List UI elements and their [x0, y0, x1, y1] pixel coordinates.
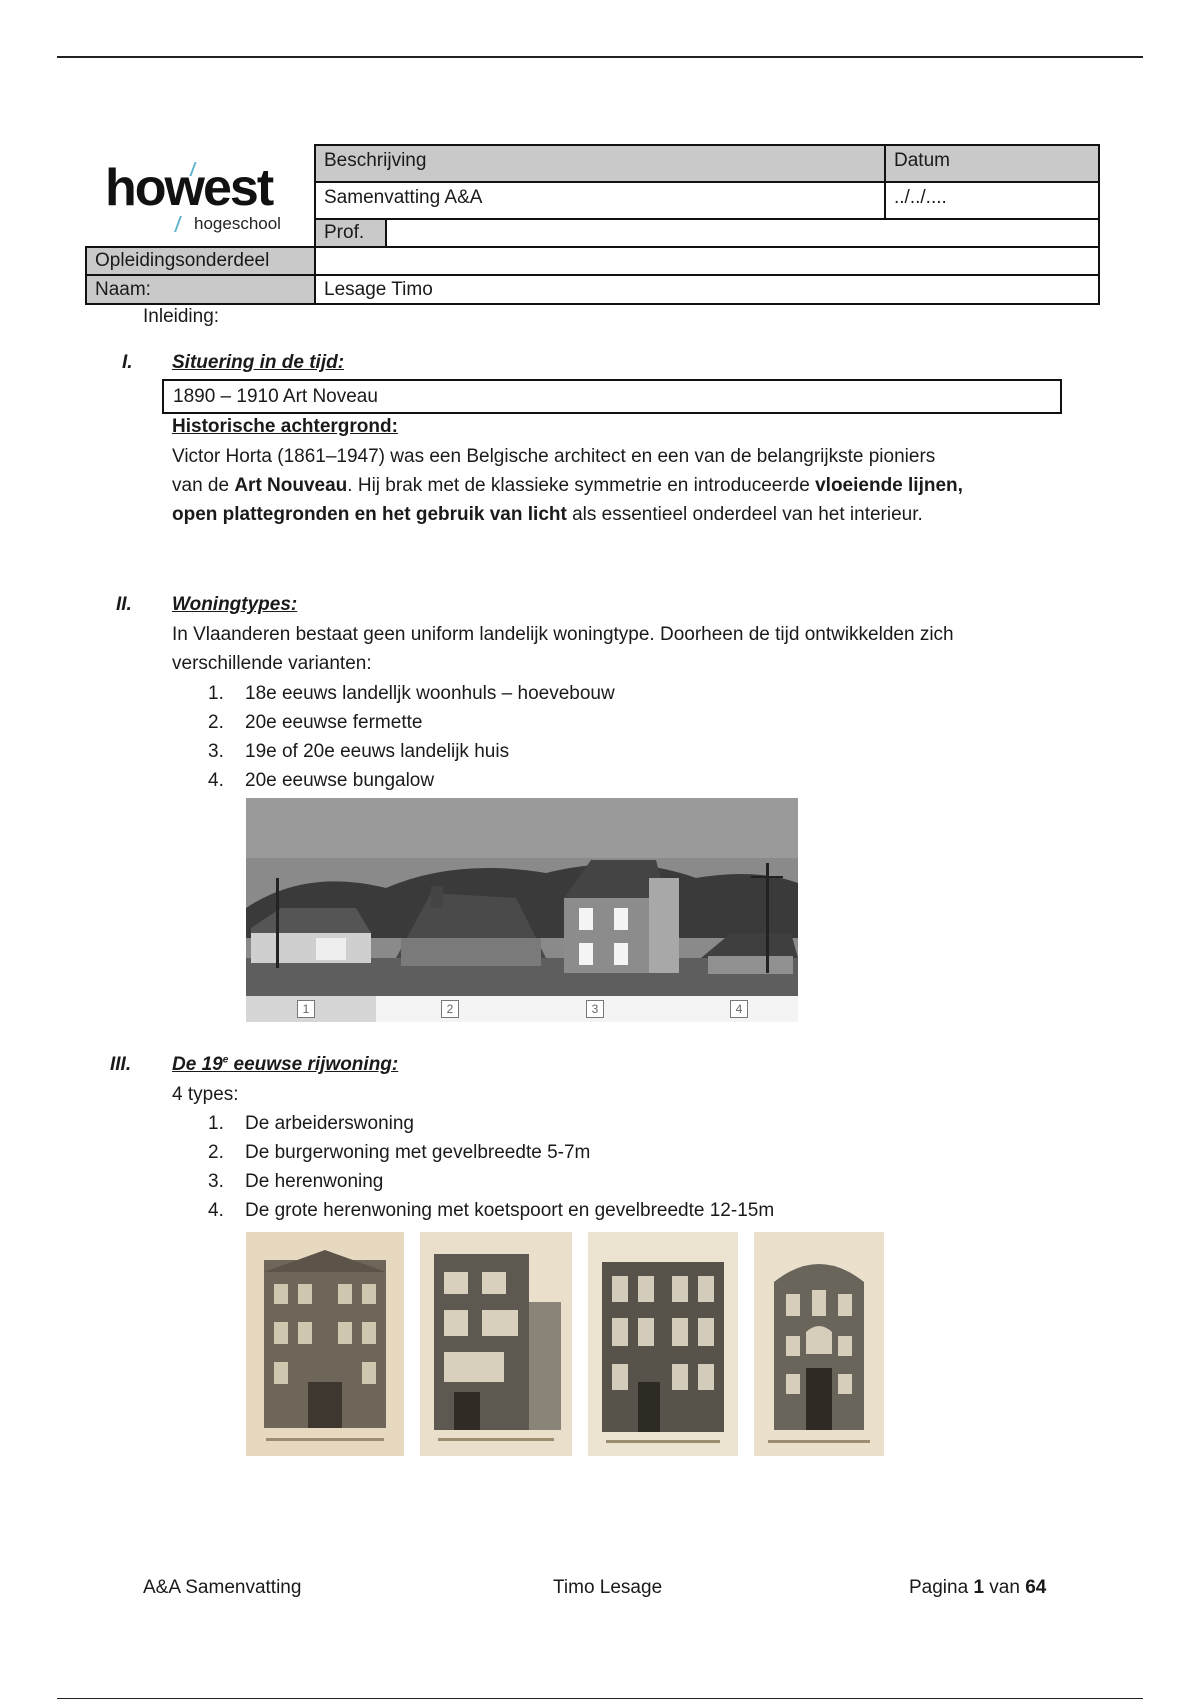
list-item: 2. De burgerwoning met gevelbreedte 5-7m [208, 1142, 591, 1163]
photo-label-2: 2 [441, 1000, 459, 1018]
section3-title: De 19e eeuwse rijwoning: [172, 1054, 399, 1075]
section3-intro: 4 types: [172, 1084, 239, 1105]
paragraph-line: Victor Horta (1861–1947) was een Belgische architect en een van de belangrijkste pioniers [172, 446, 936, 467]
beschrijving-header: Beschrijving [314, 144, 886, 183]
naam-label: Naam: [85, 274, 316, 305]
prof-value [385, 218, 1100, 248]
list-item: 2. 20e eeuwse fermette [208, 712, 423, 733]
facade-plate-burgerwoning [420, 1232, 572, 1456]
list-item: 1. 18e eeuws landelljk woonhuls – hoevebouw [208, 683, 615, 704]
list-item: 3. 19e of 20e eeuws landelijk huis [208, 741, 510, 762]
datum-header: Datum [884, 144, 1100, 183]
photo-label-4: 4 [730, 1000, 748, 1018]
photo-number-strip [246, 996, 798, 1022]
paragraph-line: In Vlaanderen bestaat geen uniform landelijk woningtype. Doorheen de tijd ontwikkelden zich [172, 624, 954, 645]
opleiding-label: Opleidingsonderdeel [85, 246, 316, 276]
list-item: 4. De grote herenwoning met koetspoort en gevelbreedte 12-15m [208, 1200, 775, 1221]
footer-center: Timo Lesage [553, 1577, 663, 1598]
photo-label-3: 3 [586, 1000, 604, 1018]
logo-word: howest [105, 159, 273, 217]
footer-left: A&A Samenvatting [143, 1577, 302, 1598]
section2-title: Woningtypes: [172, 594, 298, 615]
list-item: 3. De herenwoning [208, 1171, 384, 1192]
footer-page-number: Pagina 1 van 64 [909, 1577, 1047, 1598]
naam-value: Lesage Timo [314, 274, 1100, 305]
photo-label-1: 1 [297, 1000, 315, 1018]
section1-title: Situering in de tijd: [172, 352, 345, 373]
rijwoning-list [208, 1109, 774, 1225]
logo-subtitle: hogeschool [194, 214, 281, 233]
section3-number: III. [110, 1054, 132, 1075]
intro-label: Inleiding: [143, 306, 220, 327]
list-item: 4. 20e eeuwse bungalow [208, 770, 435, 791]
section1-subtitle: Historische achtergrond: [172, 416, 398, 437]
section2-number: II. [116, 594, 132, 615]
section1-number: I. [122, 352, 133, 373]
top-rule [57, 56, 1143, 58]
section2-paragraph [172, 620, 1092, 678]
woningtypes-list [208, 679, 615, 795]
facade-plate-grote-herenwoning [754, 1232, 884, 1456]
facade-plate-herenwoning [588, 1232, 738, 1456]
section1-paragraph [172, 442, 1072, 529]
howest-logo [105, 159, 295, 240]
facade-plate-arbeiderswoning [246, 1232, 404, 1456]
prof-label: Prof. [314, 218, 387, 248]
period-box: 1890 – 1910 Art Noveau [162, 379, 1062, 414]
bottom-rule [57, 1698, 1143, 1699]
opleiding-value [314, 246, 1100, 276]
paragraph-line: open plattegronden en het gebruik van licht als essentieel onderdeel van het interieur. [172, 504, 923, 525]
rural-houses-photo [246, 798, 798, 996]
list-item: 1. De arbeiderswoning [208, 1113, 414, 1134]
paragraph-line: van de Art Nouveau. Hij brak met de klassieke symmetrie en introduceerde vloeiende lijnen, [172, 475, 963, 496]
datum-value: ../../.... [884, 181, 1100, 220]
beschrijving-value: Samenvatting A&A [314, 181, 886, 220]
logo-slash-icon [174, 216, 182, 232]
paragraph-line: verschillende varianten: [172, 653, 372, 674]
